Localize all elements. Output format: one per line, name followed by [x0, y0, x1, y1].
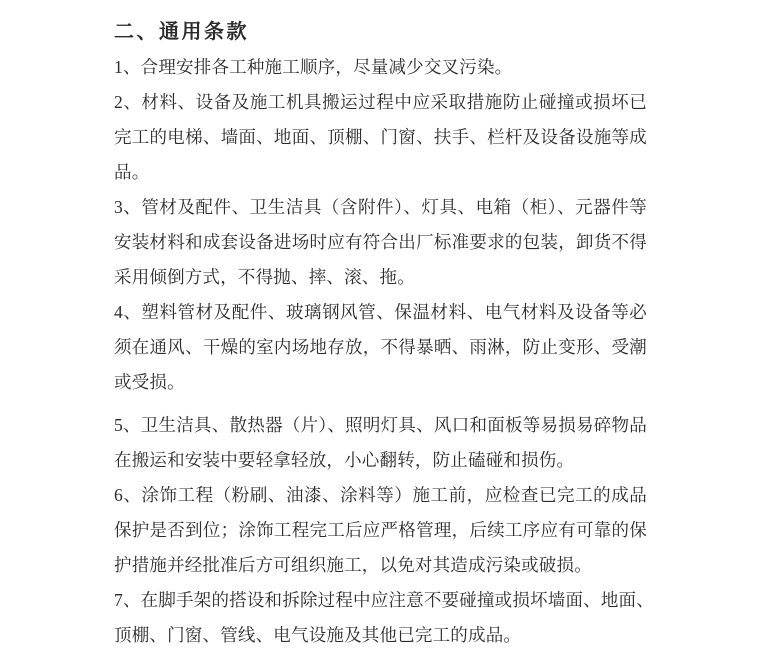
paragraphs	[114, 50, 654, 653]
text-line: 保护是否到位；涂饰工程完工后应严格管理，后续工序应有可靠的保	[114, 520, 647, 540]
text-line: 5、卫生洁具、散热器（片）、照明灯具、风口和面板等易损易碎物品	[114, 415, 647, 435]
text-line: 2、材料、设备及施工机具搬运过程中应采取措施防止碰撞或损坏已	[114, 92, 647, 112]
text-line: 品。	[114, 162, 150, 182]
text-line: 6、涂饰工程（粉刷、油漆、涂料等）施工前，应检查已完工的成品	[114, 485, 647, 505]
text-line: 7、在脚手架的搭设和拆除过程中应注意不要碰撞或损坏墙面、地面、	[114, 590, 654, 610]
text-line: 4、塑料管材及配件、玻璃钢风管、保温材料、电气材料及设备等必	[114, 302, 647, 322]
paragraph-item-5	[114, 408, 647, 478]
text-line: 3、管材及配件、卫生洁具（含附件）、灯具、电箱（柜）、元器件等	[114, 197, 647, 217]
text-line: 在搬运和安装中要轻拿轻放，小心翻转，防止磕碰和损伤。	[114, 450, 575, 470]
paragraph-item-1	[114, 50, 647, 85]
text-line: 安装材料和成套设备进场时应有符合出厂标准要求的包装，卸货不得	[114, 232, 647, 252]
text-line: 须在通风、干燥的室内场地存放，不得暴晒、雨淋，防止变形、受潮	[114, 337, 647, 357]
text-line: 护措施并经批准后方可组织施工，以免对其造成污染或破损。	[114, 555, 592, 575]
paragraph-item-6	[114, 478, 647, 583]
text-line: 1、合理安排各工种施工顺序，尽量减少交叉污染。	[114, 57, 513, 77]
paragraph-item-4	[114, 295, 647, 400]
document-content	[114, 14, 654, 653]
text-line: 完工的电梯、墙面、地面、顶棚、门窗、扶手、栏杆及设备设施等成	[114, 127, 647, 147]
text-line: 顶棚、门窗、管线、电气设施及其他已完工的成品。	[114, 625, 522, 645]
text-line: 采用倾倒方式，不得抛、摔、滚、拖。	[114, 267, 415, 287]
paragraph-item-2	[114, 85, 647, 190]
document-heading: 二、通用条款	[114, 21, 249, 43]
text-line: 或受损。	[114, 372, 185, 392]
paragraph-item-3	[114, 190, 647, 295]
